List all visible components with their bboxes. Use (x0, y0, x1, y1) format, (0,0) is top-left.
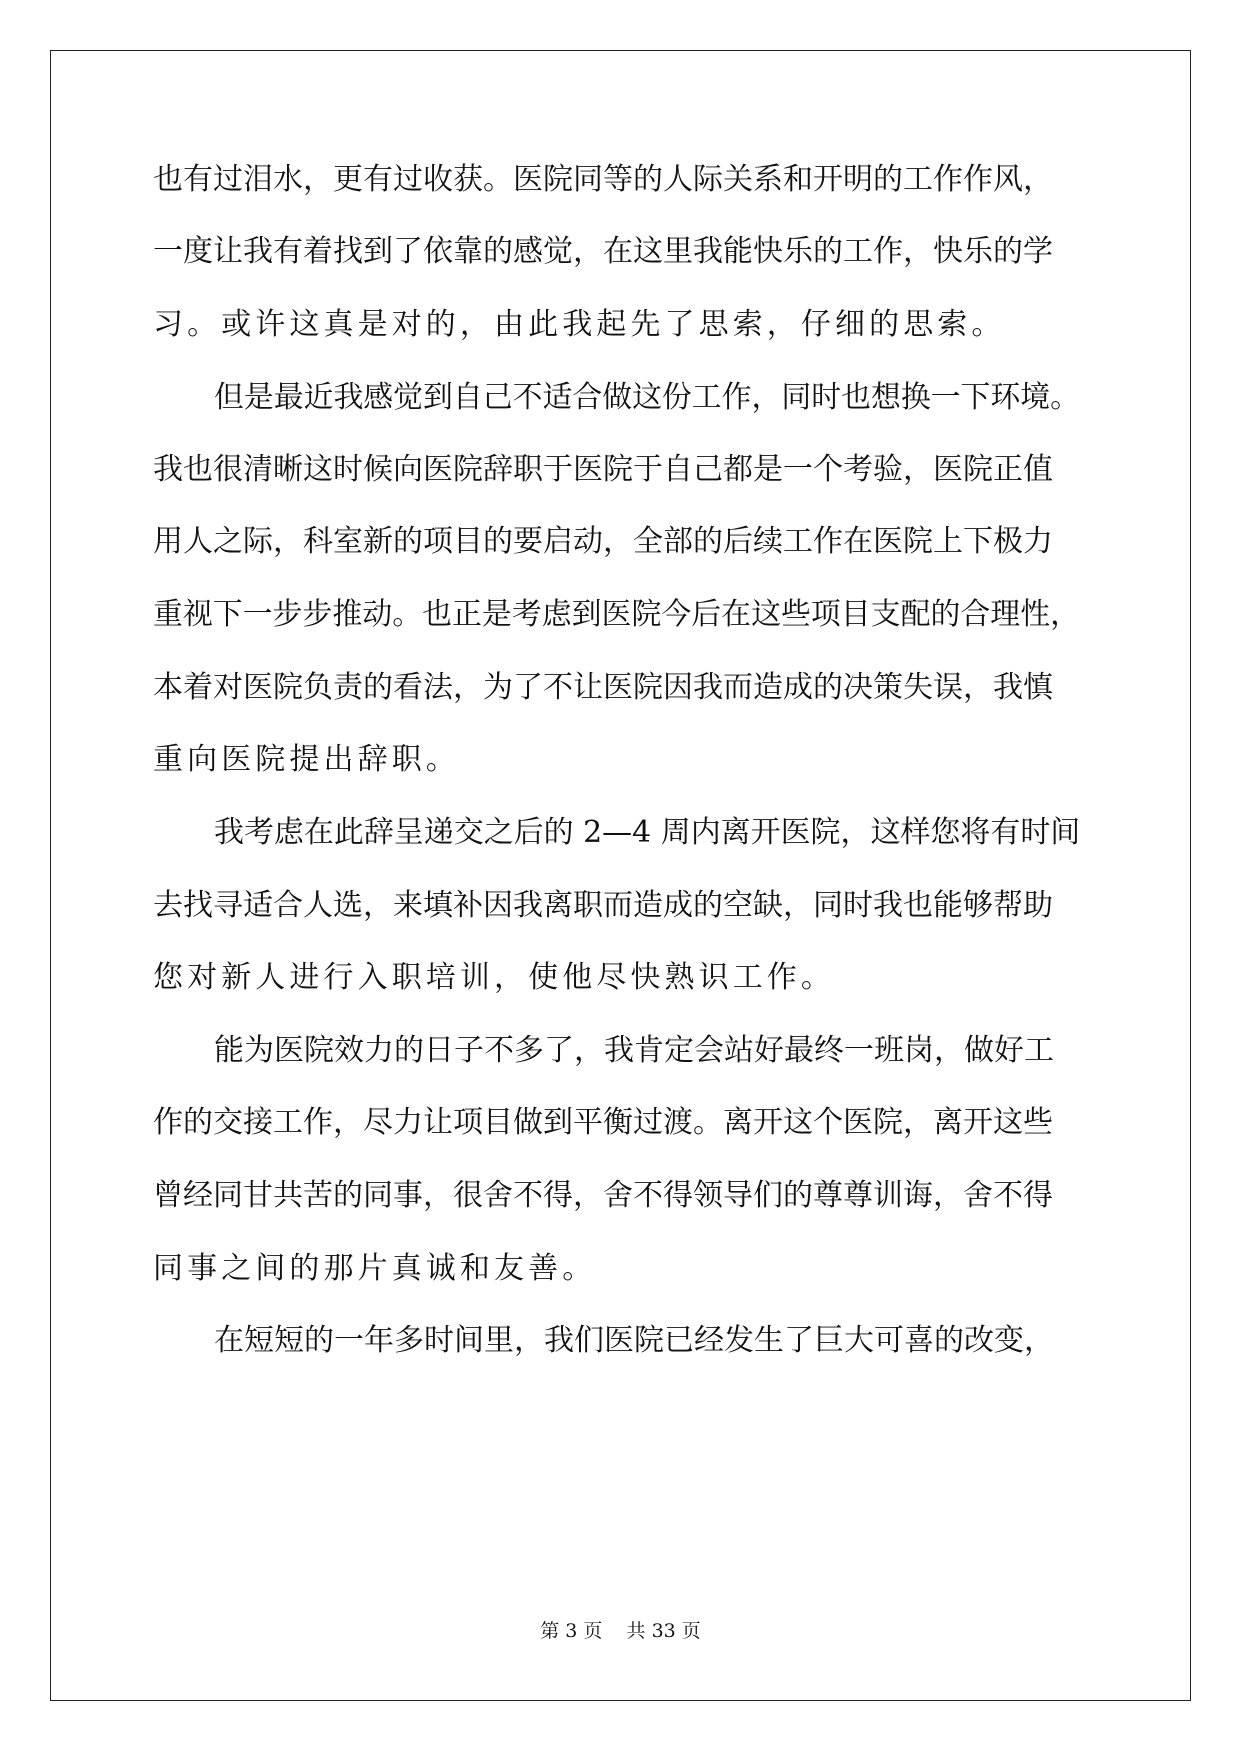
text-line: 本着对医院负责的看法，为了不让医院因我而造成的决策失误，我慎 (153, 670, 1053, 705)
text-line: 也有过泪水，更有过收获。医院同等的人际关系和开明的工作作风， (153, 162, 1053, 197)
text-line: 同事之间的那片真诚和友善。 (153, 1251, 597, 1286)
paragraph-start-line: 能为医院效力的日子不多了，我肯定会站好最终一班岗，做好工 (214, 1033, 1054, 1068)
paragraph-start-line: 在短短的一年多时间里，我们医院已经发生了巨大可喜的改变， (214, 1323, 1054, 1358)
text-line: 作的交接工作，尽力让项目做到平衡过渡。离开这个医院，离开这些 (153, 1105, 1053, 1140)
text-line: 重向医院提出辞职。 (153, 742, 460, 777)
text-line: 一度让我有着找到了依靠的感觉，在这里我能快乐的工作，快乐的学 (153, 234, 1053, 269)
text-line: 曾经同甘共苦的同事，很舍不得，舍不得领导们的尊尊训诲，舍不得 (153, 1178, 1053, 1213)
text-line: 重视下一步步推动。也正是考虑到医院今后在这些项目支配的合理性， (153, 597, 1080, 632)
paragraph-start-line: 但是最近我感觉到自己不适合做这份工作，同时也想换一下环境。 (214, 380, 1080, 415)
text-line: 我也很清晰这时候向医院辞职于医院于自己都是一个考验，医院正值 (153, 452, 1053, 487)
page-border (50, 50, 1191, 1701)
text-line: 您对新人进行入职培训，使他尽快熟识工作。 (153, 960, 835, 995)
text-line: 去找寻适合人选，来填补因我离职而造成的空缺，同时我也能够帮助 (153, 888, 1053, 923)
text-line: 习。或许这真是对的，由此我起先了思索，仔细的思索。 (153, 307, 1006, 342)
page-number-footer: 第 3 页 共 33 页 (540, 1620, 701, 1642)
paragraph-start-line: 我考虑在此辞呈递交之后的 2—4 周内离开医院，这样您将有时间 (214, 815, 1081, 850)
text-line: 用人之际，科室新的项目的要启动，全部的后续工作在医院上下极力 (153, 524, 1053, 559)
